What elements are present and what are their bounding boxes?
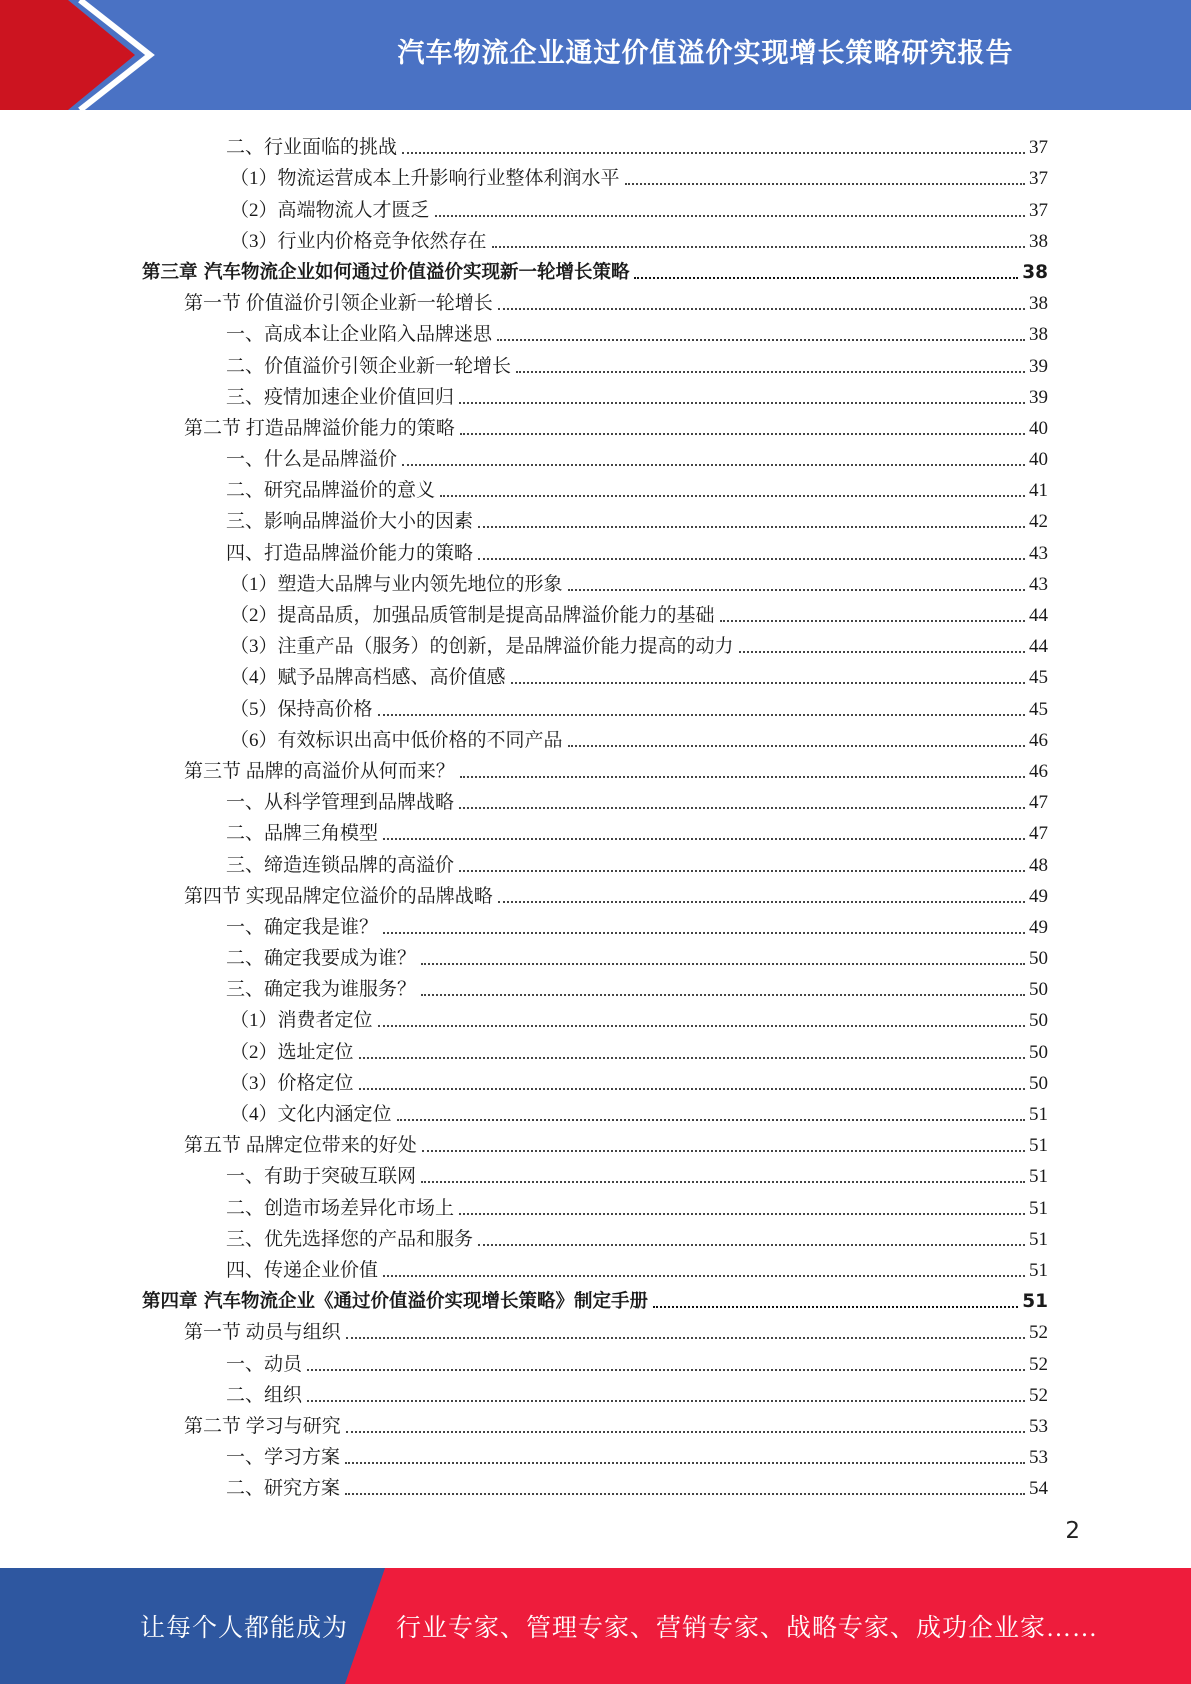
toc-entry-page: 45	[1029, 667, 1048, 689]
toc-entry[interactable]	[142, 409, 1048, 440]
toc-entry-page: 48	[1029, 854, 1048, 876]
toc-dot-leader	[421, 994, 1025, 996]
toc-entry[interactable]	[142, 1438, 1048, 1469]
toc-dot-leader	[478, 526, 1025, 528]
toc-dot-leader	[307, 1369, 1025, 1371]
toc-entry[interactable]	[142, 1188, 1048, 1219]
toc-entry-page: 50	[1029, 979, 1048, 1001]
toc-entry-title: （2）高端物流人才匮乏	[230, 199, 430, 221]
toc-dot-leader	[498, 901, 1025, 903]
toc-entry-page: 52	[1029, 1384, 1048, 1406]
toc-entry-page: 47	[1029, 792, 1048, 814]
toc-entry-page: 51	[1029, 1197, 1048, 1219]
toc-entry-title: （1）塑造大品牌与业内领先地位的形象	[230, 573, 563, 595]
toc-entry-title: 二、行业面临的挑战	[226, 137, 398, 159]
toc-entry[interactable]	[142, 128, 1048, 159]
toc-dot-leader	[383, 1275, 1025, 1277]
toc-entry-title: 第二节 学习与研究	[184, 1415, 341, 1437]
toc-entry-page: 51	[1029, 1104, 1048, 1125]
toc-dot-leader	[421, 963, 1025, 965]
toc-entry[interactable]	[142, 939, 1048, 970]
toc-entry-page: 44	[1029, 605, 1048, 626]
toc-entry-title: 三、疫情加速企业价值回归	[226, 386, 455, 408]
toc-dot-leader	[346, 1337, 1025, 1339]
toc-entry-title: 第三节 品牌的高溢价从何而来？	[184, 760, 455, 782]
toc-entry-title: 二、品牌三角模型	[226, 823, 379, 845]
toc-dot-leader	[435, 215, 1025, 217]
toc-entry-page: 50	[1029, 1072, 1048, 1094]
toc-entry-page: 52	[1029, 1353, 1048, 1375]
toc-entry-page: 38	[1029, 230, 1048, 252]
toc-entry-page: 45	[1029, 698, 1048, 720]
toc-entry[interactable]	[142, 814, 1048, 845]
toc-entry-title: 二、创造市场差异化市场上	[226, 1197, 455, 1219]
toc-dot-leader	[459, 402, 1025, 404]
toc-entry[interactable]	[142, 253, 1048, 284]
toc-entry[interactable]	[142, 970, 1048, 1001]
toc-entry-page: 39	[1029, 355, 1048, 377]
toc-entry-page: 41	[1029, 480, 1048, 502]
page-footer	[0, 1568, 1191, 1684]
page-number: 2	[1065, 1518, 1080, 1544]
toc-entry-title: 一、从科学管理到品牌战略	[226, 792, 455, 814]
toc-dot-leader	[625, 183, 1025, 185]
toc-entry-title: 一、确定我是谁？	[226, 916, 379, 938]
toc-entry-page: 51	[1029, 1259, 1048, 1281]
toc-entry[interactable]	[142, 284, 1048, 315]
toc-entry[interactable]	[142, 378, 1048, 409]
toc-dot-leader	[397, 1119, 1025, 1121]
toc-entry-page: 50	[1029, 1010, 1048, 1032]
toc-entry[interactable]	[142, 471, 1048, 502]
toc-dot-leader	[497, 339, 1025, 341]
toc-entry-page: 47	[1029, 823, 1048, 845]
toc-entry-page: 53	[1029, 1415, 1048, 1437]
toc-entry[interactable]	[142, 908, 1048, 939]
toc-dot-leader	[459, 1213, 1025, 1215]
toc-entry-title: 一、高成本让企业陷入品牌迷思	[226, 324, 493, 346]
toc-entry-page: 39	[1029, 386, 1048, 408]
toc-entry-title: 三、缔造连锁品牌的高溢价	[226, 854, 455, 876]
toc-entry-page: 43	[1029, 542, 1048, 564]
toc-entry-page: 52	[1029, 1322, 1048, 1344]
toc-entry-title: 三、确定我为谁服务？	[226, 979, 417, 1001]
toc-entry-page: 51	[1029, 1228, 1048, 1250]
toc-entry-title: 第五节 品牌定位带来的好处	[184, 1135, 417, 1157]
toc-entry-title: 二、组织	[226, 1384, 303, 1406]
footer-slogan-left: 让每个人都能成为	[140, 1615, 349, 1642]
toc-dot-leader	[568, 745, 1025, 747]
toc-entry[interactable]	[142, 1126, 1048, 1157]
toc-dot-leader	[511, 682, 1025, 684]
toc-entry-title: （1）消费者定位	[230, 1010, 373, 1032]
toc-entry[interactable]	[142, 533, 1048, 564]
toc-dot-leader	[422, 1150, 1025, 1152]
toc-dot-leader	[421, 1181, 1025, 1183]
toc-entry-page: 40	[1029, 449, 1048, 471]
toc-dot-leader	[378, 714, 1025, 716]
toc-entry[interactable]	[142, 1313, 1048, 1344]
toc-entry-title: （3）价格定位	[230, 1072, 354, 1094]
toc-entry[interactable]	[142, 1407, 1048, 1438]
toc-entry-title: 二、研究品牌溢价的意义	[226, 480, 436, 502]
toc-entry-page: 38	[1029, 293, 1048, 315]
toc-entry-title: （6）有效标识出高中低价格的不同产品	[230, 729, 563, 751]
toc-entry[interactable]	[142, 783, 1048, 814]
toc-entry[interactable]	[142, 596, 1048, 627]
toc-dot-leader	[459, 870, 1025, 872]
toc-dot-leader	[720, 620, 1025, 622]
toc-entry[interactable]	[142, 222, 1048, 253]
toc-entry[interactable]	[142, 1376, 1048, 1407]
toc-entry[interactable]	[142, 1344, 1048, 1375]
toc-dot-leader	[440, 495, 1025, 497]
toc-entry-page: 46	[1029, 729, 1048, 751]
toc-entry-title: 三、影响品牌溢价大小的因素	[226, 511, 474, 533]
toc-entry-page: 51	[1029, 1135, 1048, 1157]
toc-dot-leader	[383, 838, 1025, 840]
toc-entry-title: 四、打造品牌溢价能力的策略	[226, 542, 474, 564]
toc-entry-page: 42	[1029, 511, 1048, 533]
toc-entry[interactable]	[142, 1001, 1048, 1032]
toc-dot-leader	[346, 1431, 1025, 1433]
toc-entry-title: 第一节 价值溢价引领企业新一轮增长	[184, 293, 493, 315]
toc-dot-leader	[359, 1088, 1025, 1090]
toc-entry-title: 二、研究方案	[226, 1478, 341, 1500]
toc-dot-leader	[498, 308, 1025, 310]
toc-entry-title: （1）物流运营成本上升影响行业整体利润水平	[230, 168, 620, 190]
page-header	[0, 0, 1191, 110]
toc-entry-title: 一、学习方案	[226, 1447, 341, 1469]
toc-entry-page: 50	[1029, 948, 1048, 970]
toc-entry[interactable]	[142, 1157, 1048, 1188]
toc-entry-page: 53	[1029, 1447, 1048, 1469]
toc-entry-page: 51	[1022, 1291, 1048, 1313]
toc-entry[interactable]	[142, 565, 1048, 596]
toc-entry[interactable]	[142, 721, 1048, 752]
toc-entry-page: 38	[1022, 261, 1048, 283]
toc-entry[interactable]	[142, 1064, 1048, 1095]
toc-entry[interactable]	[142, 1032, 1048, 1063]
toc-entry-title: （2）提高品质，加强品质管制是提高品牌溢价能力的基础	[230, 605, 715, 626]
toc-entry[interactable]	[142, 502, 1048, 533]
toc-entry[interactable]	[142, 689, 1048, 720]
toc-dot-leader	[402, 152, 1025, 154]
toc-entry[interactable]	[142, 440, 1048, 471]
toc-entry[interactable]	[142, 1251, 1048, 1282]
toc-entry[interactable]	[142, 845, 1048, 876]
toc-entry-title: 二、确定我要成为谁？	[226, 948, 417, 970]
toc-dot-leader	[345, 1493, 1025, 1495]
toc-entry[interactable]	[142, 159, 1048, 190]
toc-entry-page: 37	[1029, 137, 1048, 159]
toc-entry-title: 四、传递企业价值	[226, 1259, 379, 1281]
toc-entry-title: 一、有助于突破互联网	[226, 1166, 417, 1188]
toc-dot-leader	[378, 1025, 1025, 1027]
toc-entry-page: 46	[1029, 760, 1048, 782]
toc-entry-title: 一、动员	[226, 1353, 303, 1375]
toc-entry-title: 一、什么是品牌溢价	[226, 449, 398, 471]
toc-dot-leader	[634, 277, 1018, 279]
toc-entry-title: 第一节 动员与组织	[184, 1322, 341, 1344]
toc-entry[interactable]	[142, 346, 1048, 377]
toc-entry-title: 二、价值溢价引领企业新一轮增长	[226, 355, 512, 377]
toc-entry[interactable]	[142, 1220, 1048, 1251]
toc-dot-leader	[492, 246, 1025, 248]
toc-entry-title: 第四章 汽车物流企业《通过价值溢价实现增长策略》制定手册	[142, 1291, 648, 1313]
toc-entry-page: 40	[1029, 417, 1048, 439]
toc-dot-leader	[478, 558, 1025, 560]
toc-entry-page: 50	[1029, 1041, 1048, 1063]
toc-entry-page: 38	[1029, 324, 1048, 346]
toc-dot-leader	[460, 776, 1025, 778]
toc-entry-title: 第二节 打造品牌溢价能力的策略	[184, 417, 455, 439]
table-of-contents	[142, 128, 1048, 1500]
toc-entry-page: 37	[1029, 168, 1048, 190]
toc-dot-leader	[478, 1244, 1025, 1246]
toc-entry-page: 54	[1029, 1478, 1048, 1500]
toc-entry[interactable]	[142, 877, 1048, 908]
toc-dot-leader	[516, 371, 1025, 373]
toc-dot-leader	[568, 589, 1025, 591]
toc-entry-title: 第三章 汽车物流企业如何通过价值溢价实现新一轮增长策略	[142, 261, 630, 283]
toc-dot-leader	[383, 932, 1025, 934]
toc-entry[interactable]	[142, 658, 1048, 689]
toc-entry-page: 44	[1029, 636, 1048, 658]
toc-entry-title: 三、优先选择您的产品和服务	[226, 1228, 474, 1250]
toc-entry[interactable]	[142, 1469, 1048, 1500]
toc-entry-title: （3）行业内价格竞争依然存在	[230, 230, 487, 252]
toc-dot-leader	[653, 1306, 1018, 1308]
toc-entry-page: 37	[1029, 199, 1048, 221]
toc-dot-leader	[402, 464, 1025, 466]
toc-dot-leader	[345, 1462, 1025, 1464]
toc-entry-title: （3）注重产品（服务）的创新，是品牌溢价能力提高的动力	[230, 636, 734, 658]
toc-entry-title: （5）保持高价格	[230, 698, 373, 720]
toc-entry-title: 第四节 实现品牌定位溢价的品牌战略	[184, 885, 493, 907]
document-title: 汽车物流企业通过价值溢价实现增长策略研究报告	[397, 37, 1014, 69]
toc-dot-leader	[460, 433, 1025, 435]
toc-entry[interactable]	[142, 315, 1048, 346]
toc-dot-leader	[459, 807, 1025, 809]
toc-entry[interactable]	[142, 627, 1048, 658]
toc-entry[interactable]	[142, 190, 1048, 221]
toc-entry-page: 49	[1029, 916, 1048, 938]
footer-slogan-right: 行业专家、管理专家、营销专家、战略专家、成功企业家……	[396, 1615, 1099, 1642]
toc-entry[interactable]	[142, 1282, 1048, 1313]
toc-entry-title: （2）选址定位	[230, 1041, 354, 1063]
toc-dot-leader	[359, 1057, 1025, 1059]
toc-entry[interactable]	[142, 752, 1048, 783]
toc-entry-page: 43	[1029, 573, 1048, 595]
toc-entry-page: 51	[1029, 1166, 1048, 1188]
toc-entry[interactable]	[142, 1095, 1048, 1126]
toc-entry-title: （4）赋予品牌高档感、高价值感	[230, 667, 506, 689]
toc-entry-page: 49	[1029, 885, 1048, 907]
toc-dot-leader	[739, 651, 1025, 653]
toc-entry-title: （4）文化内涵定位	[230, 1104, 392, 1125]
toc-dot-leader	[307, 1400, 1025, 1402]
